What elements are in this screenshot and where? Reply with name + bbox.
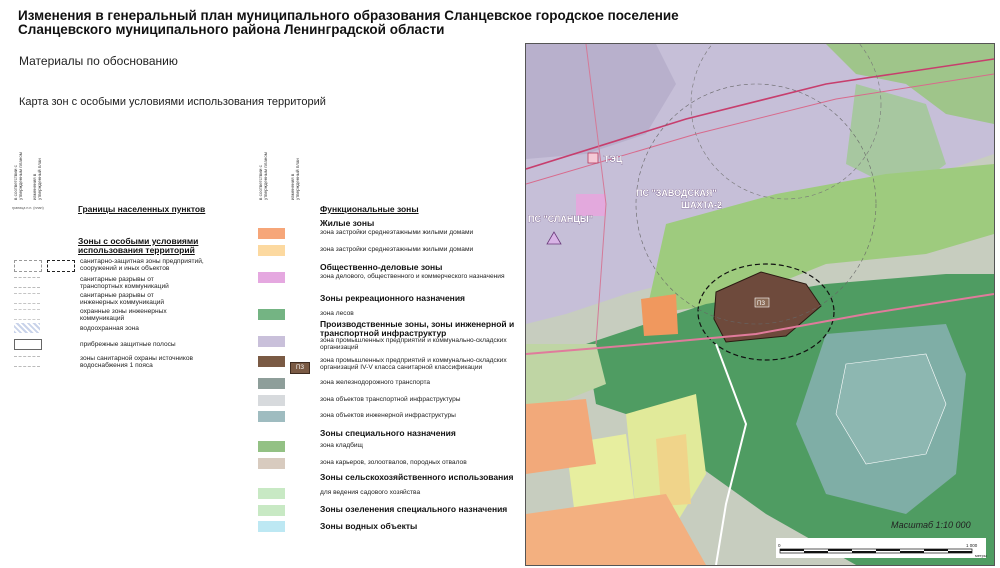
- zone-section-header: Жилые зоны: [320, 218, 375, 228]
- map-title: Карта зон с особыми условиями использования территорий: [19, 96, 326, 108]
- legend-item-water-source-zone: зоны санитарной охраны источников водоснабжения 1 пояса: [80, 355, 193, 369]
- zone-swatch: [258, 245, 285, 256]
- pz-badge-text: ПЗ: [296, 365, 304, 371]
- zone-label: зона объектов транспортной инфраструктуры: [320, 396, 461, 403]
- zone-swatch: [258, 441, 285, 452]
- special-green-swatch: [258, 488, 285, 499]
- right-col-head-2: изменения в утвержденный план: [290, 158, 300, 200]
- zone-section-header: Производственные зоны, зоны инженерной и транспортной инфраструктур: [320, 319, 515, 338]
- zone-swatch: [258, 356, 285, 367]
- special-green-swatch-2: [258, 505, 285, 516]
- zone-section-header: Зоны специального назначения: [320, 428, 456, 438]
- scale-text: Масштаб 1:10 000: [891, 520, 971, 530]
- sanitary-zone-swatch-change: [47, 260, 75, 272]
- small-note: граница н.п. (план): [12, 206, 44, 210]
- zone-label: зона промышленных предприятий и коммунально-складских организаций IV-V класса санитарной классификации: [320, 357, 507, 371]
- pz-map-label: ПЗ: [757, 301, 765, 307]
- zone-section-header: Общественно-деловые зоны: [320, 262, 443, 272]
- zone-section-header: Зоны рекреационного назначения: [320, 293, 465, 303]
- zone-label: зона делового, общественного и коммерческого назначения: [320, 273, 505, 280]
- zone-label: зона железнодорожного транспорта: [320, 379, 431, 386]
- zone-label: зона кладбищ: [320, 442, 363, 449]
- settlements-header: Границы населенных пунктов: [78, 204, 206, 214]
- legend-item-sanitary-zone: санитарно-защитная зоны предприятий, сооружений и иных объектов: [80, 258, 204, 272]
- tec-label: ТЭЦ: [604, 154, 623, 164]
- legend-item-coastal-strip: прибрежные защитные полосы: [80, 341, 176, 348]
- residential-block: [641, 294, 678, 336]
- zone-label: зона застройки среднеэтажными жилыми домами: [320, 246, 474, 253]
- map-svg: [526, 44, 994, 565]
- title-line-1: Изменения в генеральный план муниципального образования Сланцевское городское поселение: [18, 8, 679, 23]
- title-line-2: Сланцевского муниципального района Ленинградской области: [18, 22, 445, 37]
- water-zone-swatch: [258, 521, 285, 532]
- ps-zavodskaya-label: ПС "ЗАВОДСКАЯ": [636, 188, 717, 198]
- ps-slancy-label: ПС "СЛАНЦЫ": [528, 214, 593, 224]
- protection-zone-swatch: [14, 309, 40, 320]
- pz-badge: [290, 362, 310, 374]
- zone-section-header: Зоны водных объекты: [320, 521, 418, 531]
- zone-swatch: [258, 272, 285, 283]
- zone-section-header: Зоны озеленения специального назначения: [320, 504, 508, 514]
- scale-unit: метры: [975, 553, 987, 558]
- zones-header: Зоны с особыми условиями использования территорий: [78, 236, 199, 255]
- water-source-zone-swatch: [14, 356, 40, 367]
- zone-label: зона лесов: [320, 310, 354, 317]
- zone-swatch: [258, 309, 285, 320]
- scale-bar: [780, 549, 972, 553]
- coastal-strip-swatch: [14, 339, 42, 350]
- shahta-label: ШАХТА-2: [681, 200, 722, 210]
- legend-item-transport-gap: санитарные разрывы от транспортных коммуникаций: [80, 276, 169, 290]
- scale-tick-1000: 1 000: [966, 543, 978, 548]
- scale-bar-bg: [776, 538, 986, 558]
- right-legend: [256, 150, 521, 550]
- legend-item-water-protection: водоохранная зона: [80, 325, 139, 332]
- zone-swatch: [258, 378, 285, 389]
- water-protection-swatch: [14, 323, 40, 333]
- engineering-gap-swatch: [14, 293, 40, 304]
- zone-label: для ведения садового хозяйства: [320, 489, 421, 496]
- zone-swatch: [258, 336, 285, 347]
- page-title: [18, 9, 738, 37]
- zone-label: зона объектов инженерной инфраструктуры: [320, 412, 456, 419]
- transport-gap-swatch: [14, 277, 40, 288]
- sanitary-zone-swatch-plan: [14, 260, 42, 272]
- right-col-head-1: в соответствии с утвержденным планом: [258, 152, 268, 200]
- zone-label: зона промышленных предприятий и коммунально-складских организаций: [320, 337, 507, 351]
- legend-item-protection-zone: охранные зоны инженерных коммуникаций: [80, 308, 167, 322]
- functional-zones-header: Функциональные зоны: [320, 204, 419, 214]
- scale-tick-0: 0: [778, 543, 781, 548]
- zone-label: зона застройки среднеэтажными жилыми домами: [320, 229, 474, 236]
- legend-item-engineering-gap: санитарные разрывы от инженерных коммуникаций: [80, 292, 165, 306]
- zone-section-header: Зоны сельскохозяйственного использования: [320, 472, 514, 482]
- left-col-head-2: изменения в утвержденный план: [32, 158, 42, 200]
- left-col-head-1: в соответствии с утвержденным планом: [13, 152, 23, 200]
- zone-label: зона карьеров, золоотвалов, породных отвалов: [320, 459, 467, 466]
- tec-icon: [588, 153, 598, 163]
- commercial-zone: [576, 194, 606, 216]
- subtitle: Материалы по обоснованию: [19, 54, 178, 68]
- zone-swatch: [258, 458, 285, 469]
- residential-sw: [526, 399, 596, 474]
- left-legend: [12, 150, 262, 380]
- zone-swatch: [258, 395, 285, 406]
- map-panel[interactable]: [525, 43, 995, 566]
- zone-swatch: [258, 411, 285, 422]
- zone-swatch: [258, 228, 285, 239]
